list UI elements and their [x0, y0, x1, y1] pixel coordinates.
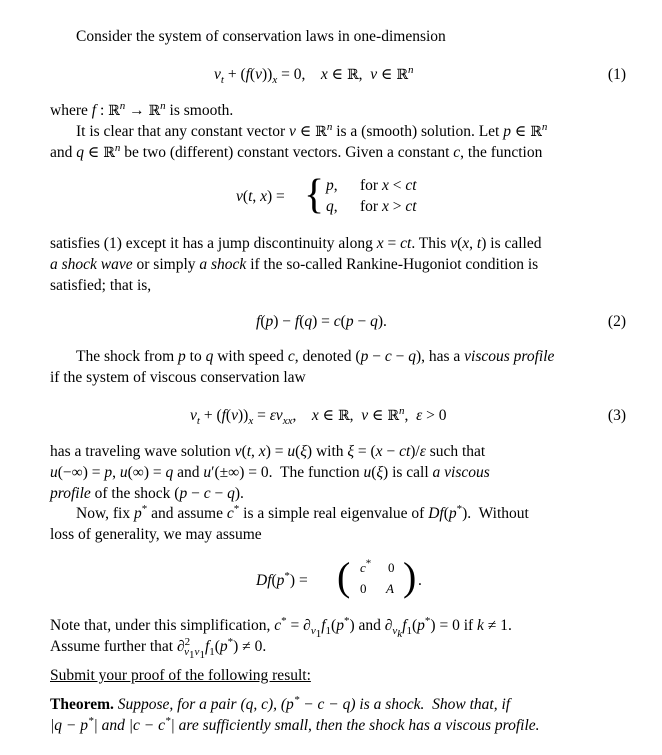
matrix-entry-22: A: [386, 581, 394, 596]
shock-text-line3: satisfied; that is,: [50, 277, 152, 294]
viscous-profile-text-line1: The shock from p to q with speed c, denoted (p − c − q), has a viscous profile: [76, 348, 555, 365]
equation-1-number: (1): [607, 66, 626, 83]
eigenvalue-text-line2: loss of generality, we may assume: [50, 526, 262, 543]
case-2-condition: for x > ct: [360, 198, 417, 215]
theorem-line2: |q − p*| and |c − c*| are sufficiently small, then the shock has a viscous profile.: [50, 714, 540, 734]
left-brace: {: [304, 172, 325, 218]
submit-instruction: Submit your proof of the following result:: [50, 667, 311, 684]
shock-text-line1: satisfies (1) except it has a jump discontinuity along x = ct. This v(x, t) is called: [50, 235, 542, 252]
smoothness-text: where f : ℝ$^n$ → ℝ$^n$ is smooth.: [50, 99, 234, 119]
eigenvalue-text-line1: Now, fix p* and assume c* is a simple real eigenvalue of Df(p*). Without: [76, 502, 529, 522]
equation-2: f(p) − f(q) = c(p − q).: [256, 313, 387, 330]
case-1-condition: for x < ct: [360, 177, 417, 194]
case-1: p,: [326, 177, 338, 194]
simplification-text-line2: Assume further that $\partial^2_{v_1v_1}f_1(p^*) \ne 0$.: [50, 635, 267, 662]
equation-3-number: (3): [607, 407, 626, 424]
equation-1: $v_t + (f(v))_x = 0$, x ∈ ℝ, v ∈ ℝ$^n$: [214, 63, 414, 87]
shock-text-line2: a shock wave or simply a shock if the so-called Rankine-Hugoniot condition is: [50, 256, 539, 273]
simplification-text-line1: Note that, under this simplification, $c^* = \partial_{v_1}f_1(p^*)$ and $\partial_{v_k}f_1(p^*) = 0$ if k ≠ 1.: [50, 614, 512, 641]
viscous-profile-text-line2: if the system of viscous conservation law: [50, 369, 306, 386]
case-2: q,: [326, 198, 338, 215]
theorem-line1: Theorem. Suppose, for a pair (q, c), (p* − c − q) is a shock. Show that, if: [50, 693, 511, 713]
matrix-period: .: [418, 572, 422, 589]
traveling-wave-text-line1: has a traveling wave solution v(t, x) = u(ξ) with ξ = (x − ct)/ε such that: [50, 443, 486, 460]
matrix-left-paren: (: [337, 554, 351, 599]
matrix-entry-21: 0: [360, 581, 367, 596]
constant-solution-text-line1: It is clear that any constant vector v ∈ ℝ$^n$ is a (smooth) solution. Let p ∈ ℝ$^n$: [76, 120, 548, 140]
traveling-wave-text-line3: profile of the shock (p − c − q).: [50, 485, 244, 502]
constant-solution-text-line2: and q ∈ ℝ$^n$ be two (different) constant vectors. Given a constant c, the function: [50, 141, 543, 161]
matrix-entry-11: c*: [360, 557, 372, 575]
matrix-right-paren: ): [403, 554, 417, 599]
intro-text: Consider the system of conservation laws in one-dimension: [76, 28, 446, 45]
equation-3: $v_t + (f(v))_x = \varepsilon v_{xx}$, x ∈ ℝ, v ∈ ℝ$^n$, ε > 0: [190, 404, 447, 428]
matrix-entry-12: 0: [388, 560, 395, 575]
traveling-wave-text-line2: u(−∞) = p, u(∞) = q and u′(±∞) = 0. The function u(ξ) is call a viscous: [50, 464, 490, 481]
equation-2-number: (2): [607, 313, 626, 330]
matrix-lhs: Df(p*) =: [256, 569, 308, 589]
piecewise-lhs: v(t, x) =: [236, 188, 285, 205]
